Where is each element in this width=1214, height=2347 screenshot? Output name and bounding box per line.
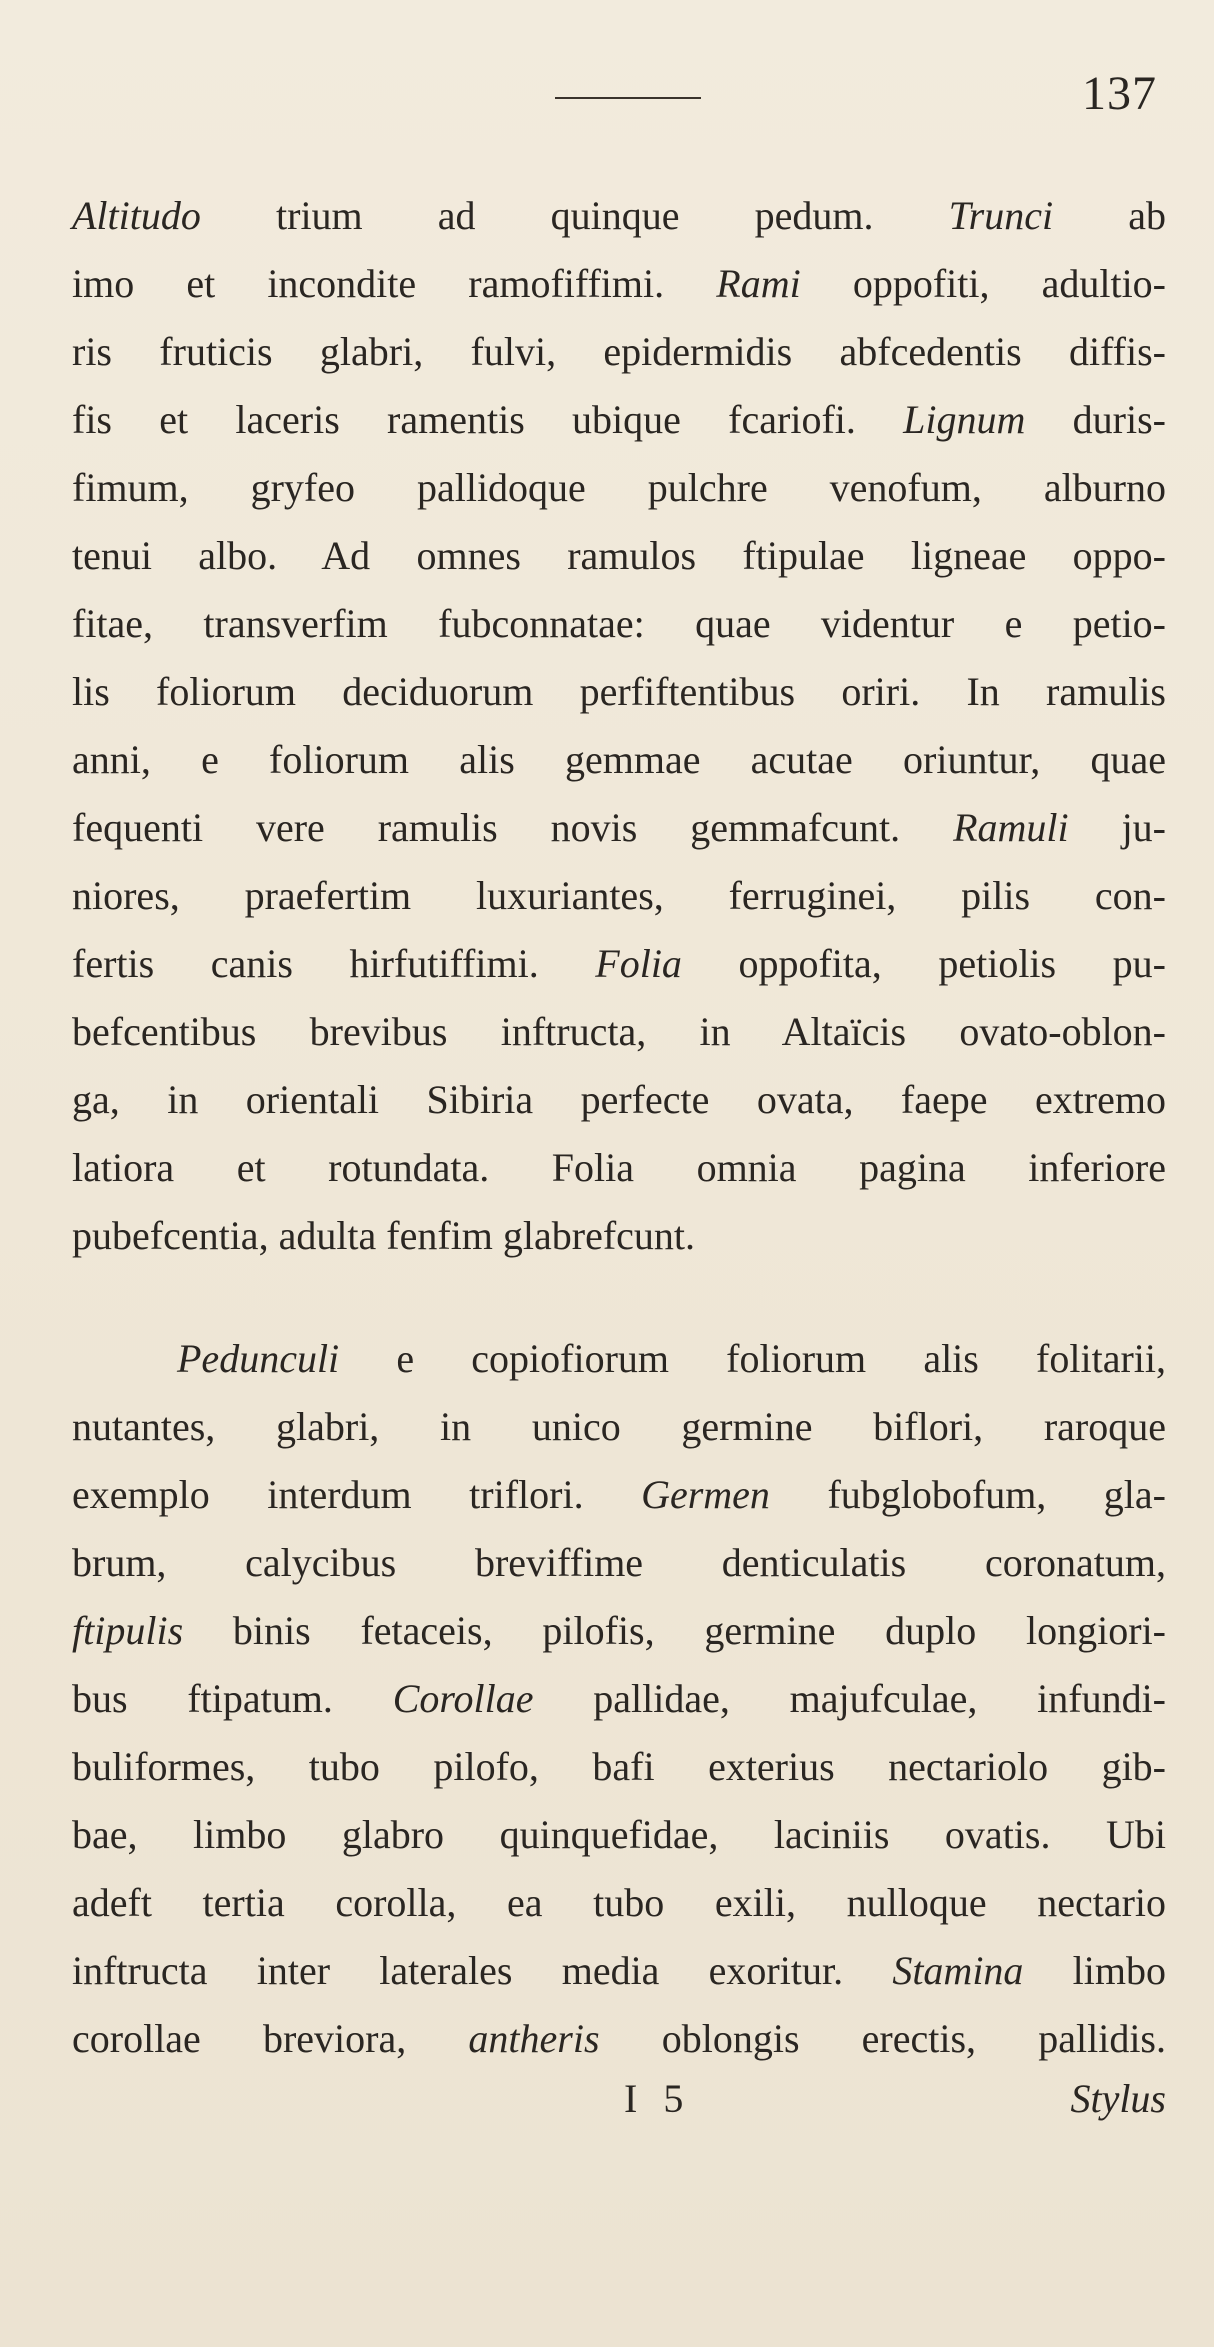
text-run: latiora et rotundata. Folia omnia pagina inferiore	[72, 1145, 1166, 1190]
text-line	[72, 1461, 1166, 1529]
italic-term: Stamina	[892, 1948, 1024, 1993]
text-run: pallidae, majufculae, infundi-	[533, 1676, 1166, 1721]
text-run: lis foliorum deciduorum perfiftentibus oriri. In ramulis	[72, 669, 1166, 714]
text-line	[72, 930, 1166, 998]
italic-term: Trunci	[948, 193, 1054, 238]
text-run: oblongis erectis, pallidis.	[599, 2016, 1166, 2061]
text-run: fequenti vere ramulis novis gemmafcunt.	[72, 805, 954, 850]
text-run: ga, in orientali Sibiria perfecte ovata, faepe extremo	[72, 1077, 1166, 1122]
text-run: e copiofiorum foliorum alis folitarii,	[339, 1336, 1166, 1381]
text-run: nutantes, glabri, in unico germine biflori, raroque	[72, 1404, 1166, 1449]
catchword: Stylus	[1070, 2076, 1166, 2121]
text-run: fubglobofum, gla-	[769, 1472, 1166, 1517]
text-line	[72, 1529, 1166, 1597]
signature-mark: I 5	[624, 2076, 692, 2121]
italic-term: Pedunculi	[177, 1336, 340, 1381]
text-run: ju-	[1068, 805, 1166, 850]
italic-term: Germen	[641, 1472, 770, 1517]
text-run: ris fruticis glabri, fulvi, epidermidis abfcedentis diffis-	[72, 329, 1166, 374]
text-line	[72, 250, 1166, 318]
text-line	[72, 1202, 1166, 1270]
text-run: trium ad quinque pedum.	[200, 193, 949, 238]
text-run: imo et incondite ramofiffimi.	[72, 261, 717, 306]
text-line	[72, 998, 1166, 1066]
text-run: pubefcentia, adulta fenfim glabrefcunt.	[72, 1213, 696, 1258]
text-run: oppofiti, adultio-	[800, 261, 1166, 306]
text-line	[72, 794, 1166, 862]
text-run: inftructa inter laterales media exoritur.	[72, 1948, 893, 1993]
text-line	[72, 1869, 1166, 1937]
page-footer	[72, 2065, 1166, 2133]
text-line	[72, 590, 1166, 658]
text-line	[72, 454, 1166, 522]
text-line	[72, 1393, 1166, 1461]
text-line	[72, 1733, 1166, 1801]
text-run: buliformes, tubo pilofo, bafi exterius nectariolo gib-	[72, 1744, 1166, 1789]
italic-term: Folia	[595, 941, 682, 986]
text-line	[72, 1665, 1166, 1733]
italic-term: Lignum	[903, 397, 1026, 442]
italic-term: Rami	[716, 261, 801, 306]
text-line	[72, 658, 1166, 726]
text-run: ab	[1053, 193, 1166, 238]
text-line	[72, 1325, 1166, 1393]
text-line	[72, 862, 1166, 930]
italic-term: ftipulis	[72, 1608, 184, 1653]
page-number: 137	[1082, 67, 1157, 120]
text-run: brum, calycibus breviffime denticulatis coronatum,	[72, 1540, 1166, 1585]
text-run: bus ftipatum.	[72, 1676, 393, 1721]
text-line	[72, 318, 1166, 386]
text-run: anni, e foliorum alis gemmae acutae oriuntur, quae	[72, 737, 1166, 782]
text-line	[72, 2005, 1166, 2073]
italic-term: Corollae	[392, 1676, 534, 1721]
text-run: adeft tertia corolla, ea tubo exili, nulloque nectario	[72, 1880, 1166, 1925]
italic-term: Altitudo	[72, 193, 201, 238]
text-run: fimum, gryfeo pallidoque pulchre venofum, alburno	[72, 465, 1166, 510]
text-line	[72, 726, 1166, 794]
text-run: binis fetaceis, pilofis, germine duplo longiori-	[183, 1608, 1166, 1653]
paragraph-description-stem-leaves	[72, 182, 1166, 1270]
text-line	[72, 522, 1166, 590]
header-rule	[555, 97, 701, 99]
text-run: tenui albo. Ad omnes ramulos ftipulae ligneae oppo-	[72, 533, 1166, 578]
text-run: fitae, transverfim fubconnatae: quae videntur e petio-	[72, 601, 1166, 646]
text-run: corollae breviora,	[72, 2016, 469, 2061]
text-run: befcentibus brevibus inftructa, in Altaïcis ovato-oblon-	[72, 1009, 1166, 1054]
text-line	[72, 182, 1166, 250]
text-line	[72, 1937, 1166, 2005]
text-run: niores, praefertim luxuriantes, ferruginei, pilis con-	[72, 873, 1166, 918]
italic-term: antheris	[468, 2016, 600, 2061]
text-run: fertis canis hirfutiffimi.	[72, 941, 596, 986]
paragraph-description-flowers	[72, 1325, 1166, 2073]
text-run: oppofita, petiolis pu-	[681, 941, 1166, 986]
text-run: duris-	[1025, 397, 1166, 442]
text-line	[72, 1066, 1166, 1134]
text-line	[72, 1597, 1166, 1665]
text-line	[72, 1801, 1166, 1869]
text-run: exemplo interdum triflori.	[72, 1472, 642, 1517]
text-line	[72, 386, 1166, 454]
text-line	[72, 1134, 1166, 1202]
text-run: bae, limbo glabro quinquefidae, laciniis ovatis. Ubi	[72, 1812, 1166, 1857]
italic-term: Ramuli	[953, 805, 1069, 850]
text-run: fis et laceris ramentis ubique fcariofi.	[72, 397, 904, 442]
text-run: limbo	[1023, 1948, 1167, 1993]
